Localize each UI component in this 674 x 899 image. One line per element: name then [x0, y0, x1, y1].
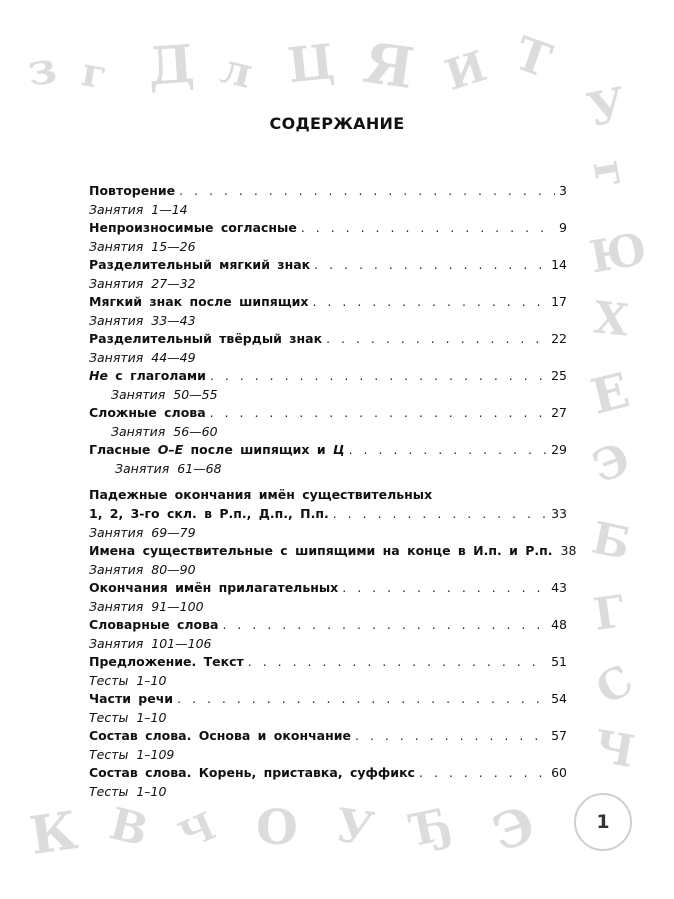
decorative-letter: С [587, 654, 642, 715]
toc-entry-page: 33 [551, 506, 567, 521]
dot-leader [349, 442, 548, 457]
toc-entry-page: 3 [559, 183, 567, 198]
decorative-letter: У [332, 797, 377, 857]
toc-entry-subtitle: Занятия 91—100 [89, 599, 204, 614]
toc-entry-page: 22 [551, 331, 567, 346]
decorative-letter: Х [591, 292, 631, 347]
toc-entry-subtitle: Занятия 27—32 [89, 276, 196, 291]
toc-entry-subtitle: Занятия 50—55 [111, 387, 218, 402]
decorative-letter: В [104, 798, 153, 857]
toc-entry-title: Падежные окончания имён существительных [89, 487, 433, 502]
toc-entry-title: Сложные слова [89, 405, 206, 420]
dot-leader [210, 368, 547, 383]
toc-entry-title: Непроизносимые согласные [89, 220, 297, 235]
toc-entry[interactable] [89, 691, 567, 710]
toc-entry-subtitle: Занятия 61—68 [115, 461, 222, 476]
toc-entry[interactable] [89, 220, 567, 239]
toc-entry-title: Окончания имён прилагательных [89, 580, 339, 595]
toc-entry-title: Части речи [89, 691, 174, 706]
toc-entry-title [89, 368, 206, 383]
decorative-letter: Т [507, 25, 559, 89]
toc-entry[interactable] [89, 442, 567, 461]
dot-leader [342, 580, 547, 595]
toc-entry[interactable] [89, 728, 567, 747]
toc-entry-title: Состав слова. Корень, приставка, суффикс [89, 765, 415, 780]
dot-leader [177, 691, 547, 706]
dot-leader [355, 728, 547, 743]
spacer [89, 479, 567, 487]
decorative-letter: Э [485, 794, 542, 863]
toc-entry-subtitle: Тесты 1–10 [89, 673, 167, 688]
decorative-letter: г [78, 48, 111, 99]
toc-entry-subtitle: Занятия 80—90 [89, 562, 196, 577]
toc-entry-page: 54 [551, 691, 567, 706]
toc-entry-page: 25 [551, 368, 567, 383]
decorative-letter: Ц [285, 33, 338, 95]
toc-entry-subtitle: Тесты 1–10 [89, 710, 167, 725]
toc-entry-page: 57 [551, 728, 567, 743]
toc-entry-subtitle: Занятия 15—26 [89, 239, 196, 254]
toc-entry-page: 29 [551, 442, 567, 457]
decorative-letter: О [256, 800, 298, 856]
toc-entry[interactable] [89, 654, 567, 673]
decorative-letter: Ч [589, 720, 639, 779]
decorative-letter: Я [359, 29, 418, 103]
toc-entry-title: Повторение [89, 183, 176, 198]
toc-entry-title: Словарные слова [89, 617, 219, 632]
decorative-letter: Д [145, 33, 197, 98]
toc-entry-title: Состав слова. Основа и окончание [89, 728, 351, 743]
toc-entry-page: 48 [551, 617, 567, 632]
decorative-letter: Ю [585, 223, 651, 284]
toc-entry[interactable] [89, 580, 567, 599]
decorative-letter: л [216, 43, 258, 98]
toc-entry-subtitle: Занятия 101—106 [89, 636, 212, 651]
page-title: СОДЕРЖАНИЕ [269, 114, 405, 133]
dot-leader [419, 765, 547, 780]
dot-leader [248, 654, 547, 669]
toc-entry[interactable] [89, 765, 567, 784]
toc-entry-title: Имена существительные с шипящими на конце в И.п. и Р.п. [89, 543, 553, 558]
toc-entry-title-start: Гласные [89, 442, 151, 457]
dot-leader [333, 506, 547, 521]
toc-entry-page: 14 [551, 257, 567, 272]
dot-leader [312, 294, 547, 309]
decorative-letter: Б [587, 512, 635, 571]
toc-entry-page: 9 [559, 220, 567, 235]
decorative-letter: Г [590, 586, 628, 641]
toc-entry[interactable] [89, 331, 567, 350]
decorative-letter: Е [585, 362, 635, 426]
dot-leader [179, 183, 555, 198]
toc-entry-subtitle: Занятия 33—43 [89, 313, 196, 328]
toc-entry[interactable] [89, 183, 567, 202]
page-number: 1 [596, 811, 610, 833]
dot-leader [326, 331, 547, 346]
toc-entry-page: 38 [560, 543, 577, 558]
toc-entry-title-emphasis: О–Е [157, 442, 184, 457]
decorative-letter: з [24, 42, 60, 97]
toc-entry-title-middle: после шипящих и [190, 442, 326, 457]
toc-entry-title [89, 442, 345, 457]
toc-entry-subtitle: Занятия 69—79 [89, 525, 196, 540]
toc-entry-title: Разделительный мягкий знак [89, 257, 311, 272]
decorative-letter: Ч [172, 802, 223, 859]
toc-entry-title: Мягкий знак после шипящих [89, 294, 309, 309]
decorative-letter: И [439, 41, 493, 100]
dot-leader [301, 220, 555, 235]
dot-leader [222, 617, 547, 632]
decorative-letter: Ђ [407, 798, 457, 857]
toc-entry[interactable] [89, 405, 567, 424]
decorative-letter: г [582, 156, 638, 192]
toc-entry-page: 60 [551, 765, 567, 780]
toc-entry-subtitle: Тесты 1–109 [89, 747, 175, 762]
toc-entry[interactable] [89, 543, 577, 562]
toc-entry-title: Разделительный твёрдый знак [89, 331, 323, 346]
decorative-letter: У [582, 76, 631, 138]
toc-entry-subtitle: Занятия 44—49 [89, 350, 196, 365]
toc-entry[interactable] [89, 368, 567, 387]
dot-leader [210, 405, 547, 420]
toc-entry-subtitle: Тесты 1–10 [89, 784, 167, 799]
toc-entry-title: Предложение. Текст [89, 654, 244, 669]
table-of-contents [89, 183, 577, 802]
toc-entry[interactable] [89, 294, 567, 313]
toc-entry[interactable] [89, 487, 567, 506]
decorative-letter: К [25, 800, 82, 868]
toc-entry-title-line2: 1, 2, 3-го скл. в Р.п., Д.п., П.п. [89, 506, 329, 521]
toc-entry-title-emphasis: Не [89, 368, 108, 383]
toc-entry[interactable] [89, 257, 567, 276]
toc-entry-page: 27 [551, 405, 567, 420]
toc-entry-page: 43 [551, 580, 567, 595]
toc-entry-subtitle: Занятия 1—14 [89, 202, 188, 217]
toc-entry-page: 17 [551, 294, 567, 309]
toc-entry-subtitle: Занятия 56—60 [111, 424, 218, 439]
toc-entry-continuation[interactable] [89, 506, 567, 525]
decorative-letter: Э [586, 433, 637, 494]
toc-entry-title-emphasis: Ц [332, 442, 345, 457]
toc-entry-page: 51 [551, 654, 567, 669]
dot-leader [314, 257, 547, 272]
toc-entry[interactable] [89, 617, 567, 636]
page-number-badge [574, 793, 632, 851]
toc-entry-title-rest: с глаголами [107, 368, 206, 383]
